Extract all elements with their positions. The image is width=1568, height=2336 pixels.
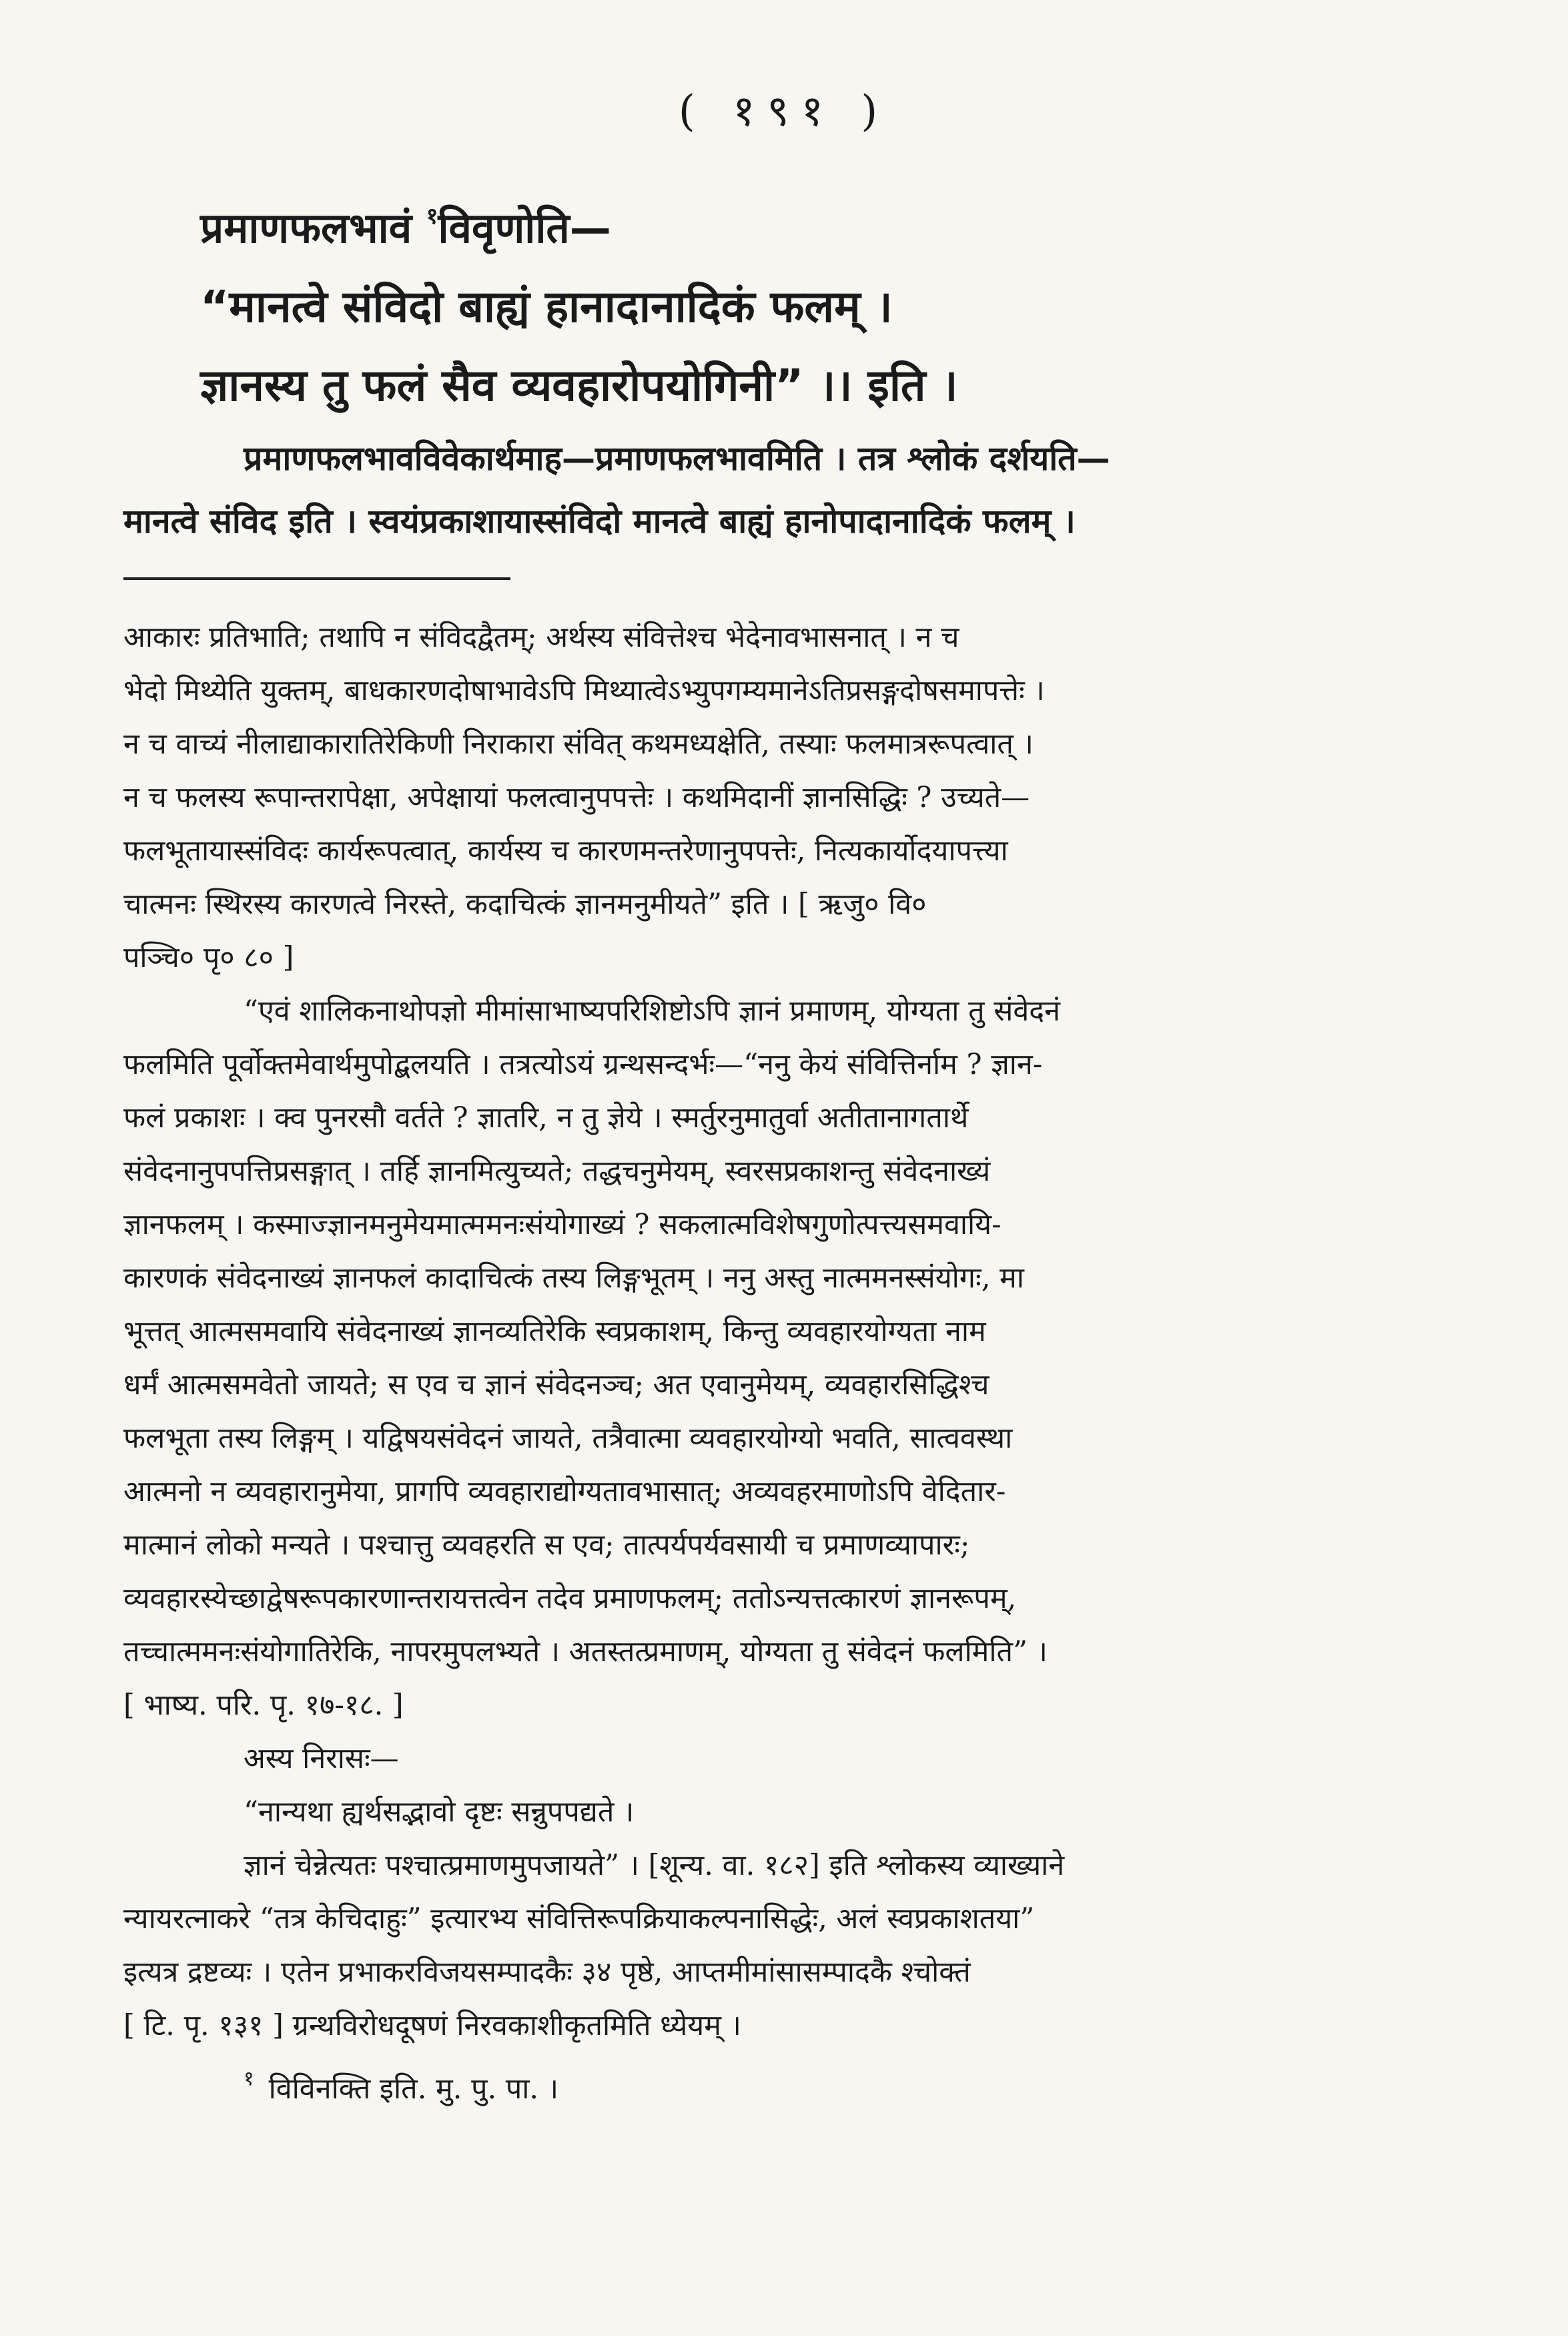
verse-intro: प्रमाणफलभावं [200, 204, 426, 252]
note-line: धर्मं आत्मसमवेतो जायते; स एव च ज्ञानं संवेदनञ्च; अत एवानुमेयम्, व्यवहारसिद्धिश्च [123, 1368, 990, 1402]
note-line: व्यवहारस्येच्छाद्वेषरूपकारणान्तरायत्तत्वेन तदेव प्रमाणफलम्; ततोऽन्यत्तत्कारणं ज्ञानरूपम्, [123, 1582, 1017, 1615]
note-line: ज्ञानं चेन्नेत्यतः पश्चात्प्रमाणमुपजायते” । [शून्य. वा. १८२] इति श्लोकस्य व्याख्याने [244, 1849, 1065, 1882]
footnote [123, 2052, 1455, 2116]
footnote-divider [123, 577, 510, 580]
note-line: फलमिति पूर्वोक्तमेवार्थमुपोद्बलयति । तत्रत्योऽयं ग्रन्थसन्दर्भः—“ननु केयं संवित्तिर्नाम ? ज्ञान- [123, 1048, 1043, 1081]
note-line: भूत्तत् आत्मसमवायि संवेदनाख्यं ज्ञानव्यतिरेकि स्वप्रकाशम्, किन्तु व्यवहारयोग्यता नाम [123, 1315, 986, 1348]
note-line: [ टि. पृ. १३१ ] ग्रन्थविरोधदूषणं निरवकाशीकृतमिति ध्येयम् । [123, 2009, 741, 2042]
note-line: “एवं शालिकनाथोपज्ञो मीमांसाभाष्यपरिशिष्टोऽपि ज्ञानं प्रमाणम्, योग्यता तु संवेदनं [244, 994, 1060, 1028]
note-line: कारणकं संवेदनाख्यं ज्ञानफलं कादाचित्कं तस्य लिङ्गभूतम् । ननु अस्तु नात्ममनस्संयोगः, मा [123, 1261, 1024, 1295]
note-line: न च वाच्यं नीलाद्याकारातिरेकिणी निराकारा संवित् कथमध्यक्षेति, तस्याः फलमात्ररूपत्वात् । [123, 727, 1034, 761]
verse-block [200, 177, 1468, 425]
note-line: [ भाष्य. परि. पृ. १७-१८. ] [123, 1689, 404, 1722]
footnote-mark: १ [244, 2067, 254, 2090]
note-line: चात्मनः स्थिरस्य कारणत्वे निरस्ते, कदाचित्कं ज्ञानमनुमीयते” इति । [ ऋजु० वि० [123, 888, 927, 921]
note-line: आत्मनो न व्यवहारानुमेया, प्रागपि व्यवहाराद्योग्यतावभासात्; अव्यवहरमाणोऽपि वेदितार- [123, 1475, 1006, 1508]
note-line: फलभूता तस्य लिङ्गम् । यद्विषयसंवेदनं जायते, तत्रैवात्मा व्यवहारयोग्यो भवति, सात्ववस्था [123, 1422, 1013, 1455]
commentary-line: मानत्वे संविद इति । स्वयंप्रकाशायास्संविदो मानत्वे बाह्यं हानोपादानादिकं फलम् । [123, 502, 1076, 541]
note-line: अस्य निरासः— [244, 1742, 399, 1775]
note-line: न च फलस्य रूपान्तरापेक्षा, अपेक्षायां फलत्वानुपपत्तेः । कथमिदानीं ज्ञानसिद्धिः ? उच्यते— [123, 781, 1030, 814]
commentary-line: प्रमाणफलभावविवेकार्थमाह—प्रमाणफलभावमिति । तत्र श्लोकं दर्शयति— [244, 439, 1110, 478]
verse-line-1: “मानत्वे संविदो बाह्यं हानादानादिकं फलम् । [200, 281, 893, 332]
note-line: पञ्चि० पृ० ८० ] [123, 941, 294, 974]
footnote-reference: १ [426, 203, 438, 230]
note-line: फलं प्रकाशः । क्व पुनरसौ वर्तते ? ज्ञातरि, न तु ज्ञेये । स्मर्तुरनुमातुर्वा अतीतानागतार्थे [123, 1101, 969, 1135]
note-line: “नान्यथा ह्यर्थसद्भावो दृष्टः सन्नुपपद्यते । [244, 1795, 635, 1829]
note-line: मात्मानं लोको मन्यते । पश्चात्तु व्यवहरति स एव; तात्पर्यपर्यवसायी च प्रमाणव्यापारः; [123, 1528, 970, 1562]
note-line: तच्चात्ममनःसंयोगातिरेकि, नापरमुपलभ्यते । अतस्तत्प्रमाणम्, योग्यता तु संवेदनं फलमिति” । [123, 1635, 1048, 1669]
note-line: संवेदनानुपपत्तिप्रसङ्गात् । तर्हि ज्ञानमित्युच्यते; तद्धचनुमेयम्, स्वरसप्रकाशन्तु संवेदनाख्यं [123, 1155, 991, 1188]
footnote-text: विविनक्ति इति. मु. पु. पा. । [268, 2072, 559, 2106]
verse-intro-line [200, 177, 1468, 268]
note-line: आकारः प्रतिभाति; तथापि न संविदद्वैतम्; अर्थस्य संवित्तेश्च भेदेनावभासनात् । न च [123, 621, 959, 654]
note-line: इत्यत्र द्रष्टव्यः । एतेन प्रभाकरविजयसम्पादकैः ३४ पृष्ठे, आप्तमीमांसासम्पादकै श्चोक्तं [123, 1956, 971, 1989]
notes-block [123, 611, 1455, 2116]
verse-line-2: ज्ञानस्य तु फलं सैव व्यवहारोपयोगिनी” ।। इति । [200, 360, 958, 411]
note-line: ज्ञानफलम् । कस्माज्ज्ञानमनुमेयमात्ममनःसंयोगाख्यं ? सकलात्मविशेषगुणोत्पत्त्यसमवायि- [123, 1208, 1002, 1241]
note-line: न्यायरत्नाकरे “तत्र केचिदाहुः” इत्यारभ्य संवित्तिरूपक्रियाकल्पनासिद्धेः, अलं स्वप्रकाशतया” [123, 1902, 1035, 1936]
note-line: भेदो मिथ्येति युक्तम्, बाधकारणदोषाभावेऽपि मिथ्यात्वेऽभ्युपगम्यमानेऽतिप्रसङ्गदोषसमापत्तेः । [123, 674, 1045, 707]
note-line: फलभूतायास्संविदः कार्यरूपत्वात्, कार्यस्य च कारणमन्तरेणानुपपत्तेः, नित्यकार्योदयापत्त्या [123, 834, 1008, 868]
page-number: ( १९१ ) [678, 87, 890, 136]
commentary-block [123, 427, 1445, 553]
verse-intro-rest: विवृणोति— [438, 204, 611, 252]
